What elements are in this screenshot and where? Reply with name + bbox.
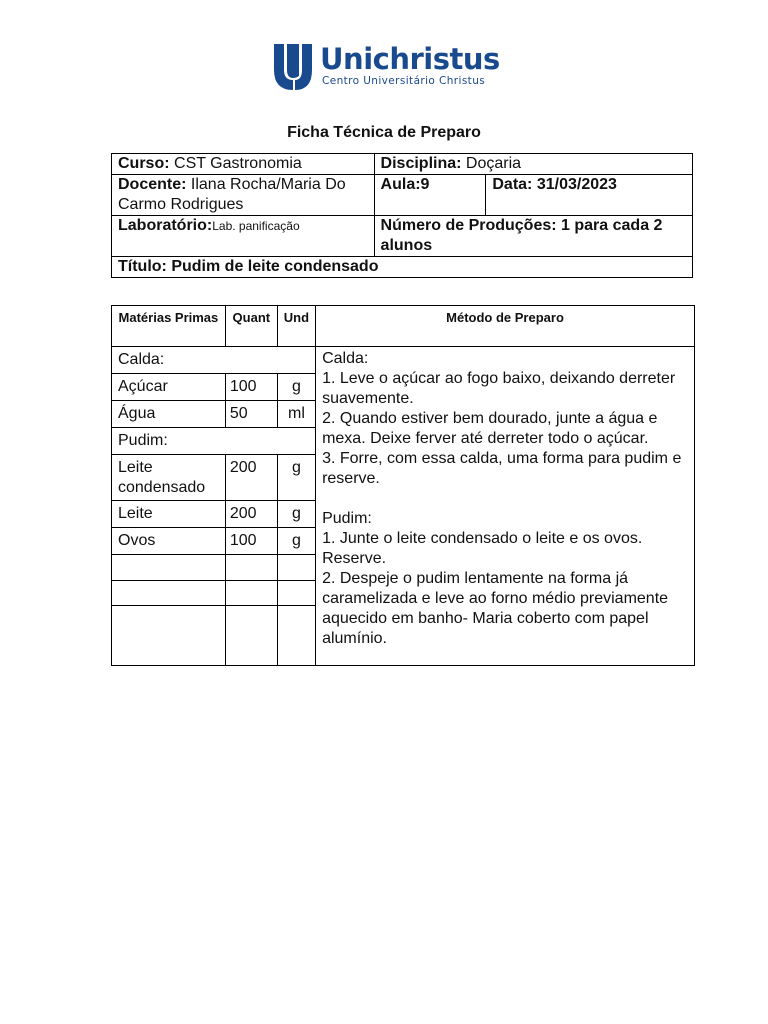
document-title: Ficha Técnica de Preparo <box>287 124 481 141</box>
ingredient-unit: g <box>277 501 315 528</box>
empty-cell <box>277 581 315 606</box>
logo-u-icon <box>272 42 314 92</box>
info-row-laboratorio <box>112 216 693 257</box>
section-pudim: Pudim: <box>112 428 316 455</box>
unichristus-logo <box>272 42 502 92</box>
recipe-table <box>111 305 695 666</box>
info-row-curso <box>112 154 693 175</box>
empty-cell <box>112 581 226 606</box>
ingredient-quant: 200 <box>225 501 277 528</box>
ingredient-unit: g <box>277 455 315 501</box>
ingredient-quant: 50 <box>225 401 277 428</box>
empty-cell <box>112 555 226 581</box>
aula-label: Aula: <box>380 176 421 193</box>
recipe-header-row <box>112 306 695 347</box>
titulo-value: Pudim de leite condensado <box>171 258 379 275</box>
laboratorio-label: Laboratório: <box>118 217 213 234</box>
logo-brand-name: Unichristus <box>320 42 500 76</box>
titulo-cell <box>112 257 693 278</box>
data-label: Data: <box>492 176 533 193</box>
ingredient-unit: g <box>277 528 315 555</box>
laboratorio-value: Lab. panificação <box>212 219 300 233</box>
docente-label: Docente: <box>118 176 187 193</box>
logo-tagline: Centro Universitário Christus <box>322 75 486 87</box>
header-quant: Quant <box>225 306 277 347</box>
ingredient-name: Leite <box>112 501 226 528</box>
empty-cell <box>277 606 315 666</box>
producoes-value: 1 para cada 2 alunos <box>380 217 663 254</box>
section-row-calda <box>112 347 695 374</box>
section-calda: Calda: <box>112 347 316 374</box>
ingredient-name: Açúcar <box>112 374 226 401</box>
laboratorio-cell <box>112 216 375 257</box>
data-cell <box>486 175 693 216</box>
data-value: 31/03/2023 <box>536 176 617 193</box>
ingredient-quant: 100 <box>225 374 277 401</box>
aula-cell <box>374 175 486 216</box>
docente-value: Ilana Rocha/Maria Do Carmo Rodrigues <box>118 176 346 213</box>
curso-cell <box>112 154 375 175</box>
method-text: Calda: 1. Leve o açúcar ao fogo baixo, deixando derreter suavemente. 2. Quando estiver bem dourado, junte a água e mexa. Deixe ferver até derreter todo o açúcar. 3. Forre, com essa calda, uma forma para pudim e reserve. Pudim: 1. Junte o leite condensado o leite e os ovos. Reserve. 2. Despeje o pudim lentamente na forma já caramelizada e leve ao forno médio previamente aquecido em banho- Maria coberto com papel alumínio. <box>316 347 695 666</box>
empty-cell <box>225 555 277 581</box>
info-row-docente <box>112 175 693 216</box>
disciplina-value: Doçaria <box>465 155 522 172</box>
ingredient-unit: ml <box>277 401 315 428</box>
curso-label: Curso: <box>118 155 170 172</box>
titulo-label: Título: <box>118 258 167 275</box>
ingredient-quant: 100 <box>225 528 277 555</box>
header-metodo: Método de Preparo <box>316 306 695 347</box>
curso-value: CST Gastronomia <box>174 155 302 172</box>
ingredient-name: Água <box>112 401 226 428</box>
disciplina-label: Disciplina: <box>380 155 462 172</box>
disciplina-cell <box>374 154 692 175</box>
empty-cell <box>112 606 226 666</box>
header-und: Und <box>277 306 315 347</box>
empty-cell <box>277 555 315 581</box>
empty-cell <box>225 606 277 666</box>
docente-cell <box>112 175 375 216</box>
ingredient-name: Leite condensado <box>112 455 226 501</box>
empty-cell <box>225 581 277 606</box>
info-table <box>111 153 693 278</box>
ingredient-name: Ovos <box>112 528 226 555</box>
producoes-label: Número de Produções: <box>380 217 557 234</box>
info-row-titulo <box>112 257 693 278</box>
ingredient-unit: g <box>277 374 315 401</box>
producoes-cell <box>374 216 692 257</box>
ingredient-quant: 200 <box>225 455 277 501</box>
aula-value: 9 <box>420 176 430 193</box>
header-materias: Matérias Primas <box>112 306 226 347</box>
